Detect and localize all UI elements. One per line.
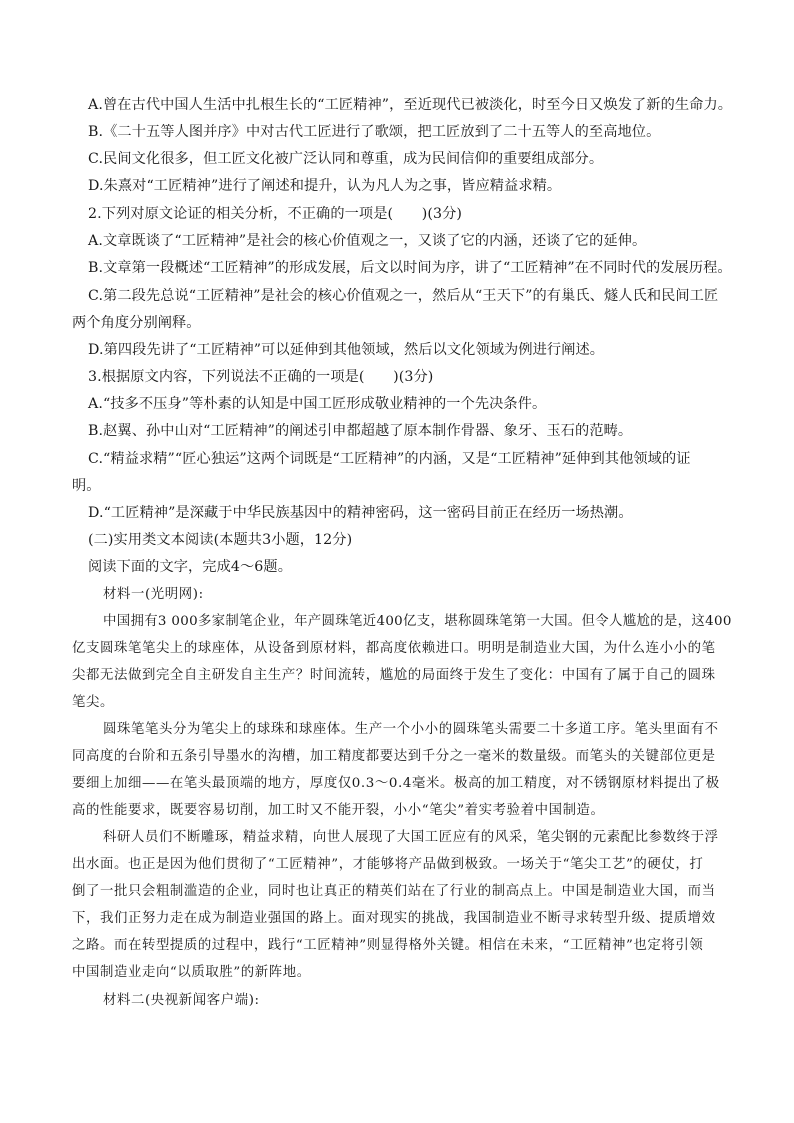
material1-line: 亿支圆珠笔笔尖上的球座体，从设备到原材料，都高度依赖进口。明明是制造业大国，为什么连小小的笔 [72,641,716,656]
material1-line: 中国拥有3 000多家制笔企业，年产圆珠笔近400亿支，堪称圆珠笔第一大国。但令人尴尬的是，这400 [103,614,732,629]
q2-option-a: A.文章既谈了“工匠精神”是社会的核心价值观之一，又谈了它的内涵，还谈了它的延伸。 [88,233,647,249]
section-instruction: 阅读下面的文字，完成4～6题。 [88,559,292,575]
q1-option-a: A.曾在古代中国人生活中扎根生长的“工匠精神”，至近现代已被淡化，时至今日又焕发了新的生命力。 [88,97,733,113]
q2-stem: 2.下列对原文论证的相关分析，不正确的一项是( )(3分) [88,206,463,222]
q2-option-d: D.第四段先讲了“工匠精神”可以延伸到其他领域，然后以文化领域为例进行阐述。 [88,342,605,358]
material1-line: 要细上加细——在笔头最顶端的地方，厚度仅0.3～0.4毫米。极高的加工精度，对不锈钢原材料提出了极 [72,776,720,791]
material1-title: 材料一(光明网): [103,587,204,602]
material1-line: 高的性能要求，既要容易切削，加工时又不能开裂，小小“笔尖”着实考验着中国制造。 [72,803,605,818]
material1-line: 倒了一批只会粗制滥造的企业，同时也让真正的精英们站在了行业的制高点上。中国是制造业大国，而当 [72,884,716,899]
material1-line: 科研人员们不断雕琢，精益求精，向世人展现了大国工匠应有的风采，笔尖钢的元素配比参数终于浮 [103,830,719,845]
q3-option-c-cont: 明。 [72,478,101,494]
q1-option-c: C.民间文化很多，但工匠文化被广泛认同和尊重，成为民间信仰的重要组成部分。 [88,151,604,167]
q1-option-b: B.《二十五等人图并序》中对古代工匠进行了歌颂，把工匠放到了二十五等人的至高地位。 [88,124,661,140]
material1-line: 出水面。也正是因为他们贯彻了“工匠精神”，才能够将产品做到极致。一场关于“笔尖工艺”的硬仗，打 [72,857,704,872]
section-heading: (二)实用类文本阅读(本题共3小题，12分) [88,532,353,548]
material1-line: 圆珠笔笔头分为笔尖上的球珠和球座体。生产一个小小的圆珠笔头需要二十多道工序。笔头里面有不 [103,722,719,737]
q2-option-c-cont: 两个角度分别阐释。 [72,315,201,331]
q2-option-b: B.文章第一段概述“工匠精神”的形成发展，后文以时间为序，讲了“工匠精神”在不同时代的发展历程。 [88,260,732,276]
material1-line: 笔尖。 [72,695,114,710]
material2-title: 材料二(央视新闻客户端): [103,993,260,1008]
material1-line: 尖都无法做到完全自主研发自主生产？时间流转，尴尬的局面终于发生了变化：中国有了属于自己的圆珠 [72,668,716,683]
material1-line: 中国制造业走向“以质取胜”的新阵地。 [72,965,311,980]
material1-line: 之路。而在转型提质的过程中，践行“工匠精神”则显得格外关键。相信在未来，“工匠精神”也定将引领 [72,938,704,953]
q3-option-c: C.“精益求精”“匠心独运”这两个词既是“工匠精神”的内涵，又是“工匠精神”延伸到其他领域的证 [88,451,691,467]
material1-line: 同高度的台阶和五条引导墨水的沟槽，加工精度都要达到千分之一毫米的数量级。而笔头的关键部位更是 [72,749,716,764]
q2-option-c: C.第二段先总说“工匠精神”是社会的核心价值观之一，然后从“王天下”的有巢氏、燧人氏和民间工匠 [88,288,719,304]
material1-line: 下，我们正努力走在成为制造业强国的路上。面对现实的挑战，我国制造业不断寻求转型升级、提质增效 [72,911,716,926]
q3-option-d: D.“工匠精神”是深藏于中华民族基因中的精神密码，这一密码目前正在经历一场热潮。 [88,505,633,521]
q3-option-a: A.“技多不压身”等朴素的认知是中国工匠形成敬业精神的一个先决条件。 [88,396,547,412]
q1-option-d: D.朱熹对“工匠精神”进行了阐述和提升，认为凡人为之事，皆应精益求精。 [88,178,562,194]
q3-option-b: B.赵翼、孙中山对“工匠精神”的阐述引申都超越了原本制作骨器、象牙、玉石的范畴。 [88,423,633,439]
q3-stem: 3.根据原文内容，下列说法不正确的一项是( )(3分) [88,369,434,385]
